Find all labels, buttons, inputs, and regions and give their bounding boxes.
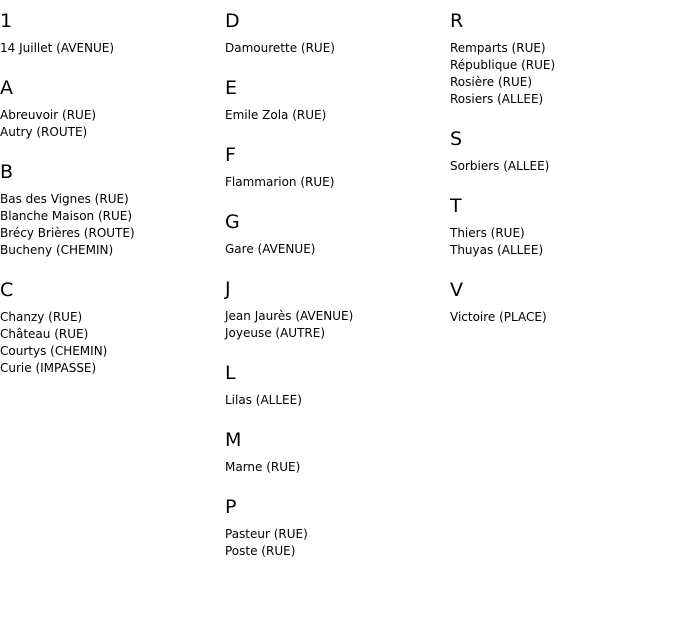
street-link[interactable]: Autry (ROUTE) — [0, 125, 88, 139]
street-link[interactable]: Abreuvoir (RUE) — [0, 108, 97, 122]
street-link[interactable]: Blanche Maison (RUE) — [0, 209, 133, 223]
street-link[interactable]: Marne (RUE) — [225, 460, 301, 474]
letter-heading: S — [450, 128, 463, 150]
letter-heading: C — [0, 279, 14, 301]
street-list — [225, 174, 445, 191]
letter-group-1 — [0, 9, 220, 57]
street-list — [0, 107, 220, 141]
letter-group-j — [225, 277, 445, 342]
street-list — [0, 309, 220, 377]
street-link[interactable]: Courtys (CHEMIN) — [0, 344, 108, 358]
letter-group-d — [225, 9, 445, 57]
index-column-3 — [450, 0, 670, 345]
letter-heading: 1 — [0, 10, 13, 32]
index-column-1 — [0, 0, 220, 396]
letter-heading: M — [225, 429, 242, 451]
street-list — [225, 459, 445, 476]
letter-heading: B — [0, 161, 14, 183]
letter-group-v — [450, 278, 670, 326]
street-link[interactable]: Joyeuse (AUTRE) — [225, 326, 326, 340]
street-link[interactable]: Chanzy (RUE) — [0, 310, 83, 324]
street-link[interactable]: Rosière (RUE) — [450, 75, 533, 89]
letter-heading: A — [0, 77, 13, 99]
street-list — [450, 225, 670, 259]
street-link[interactable]: Emile Zola (RUE) — [225, 108, 327, 122]
street-link[interactable]: République (RUE) — [450, 58, 556, 72]
letter-group-b — [0, 160, 220, 259]
street-link[interactable]: Curie (IMPASSE) — [0, 361, 97, 375]
street-list — [450, 309, 670, 326]
street-link[interactable]: Château (RUE) — [0, 327, 89, 341]
street-list — [225, 308, 445, 342]
street-link[interactable]: Brécy Brières (ROUTE) — [0, 226, 135, 240]
letter-group-e — [225, 76, 445, 124]
letter-group-r — [450, 9, 670, 108]
street-link[interactable]: Thuyas (ALLEE) — [450, 243, 544, 257]
street-link[interactable]: Sorbiers (ALLEE) — [450, 159, 550, 173]
street-link[interactable]: Rosiers (ALLEE) — [450, 92, 544, 106]
street-link[interactable]: Bas des Vignes (RUE) — [0, 192, 129, 206]
letter-group-f — [225, 143, 445, 191]
index-column-2 — [225, 0, 445, 579]
street-list — [225, 526, 445, 560]
street-list — [0, 40, 220, 57]
street-list — [450, 40, 670, 108]
street-link[interactable]: Lilas (ALLEE) — [225, 393, 302, 407]
street-link[interactable]: Jean Jaurès (AVENUE) — [225, 309, 354, 323]
letter-heading: V — [450, 279, 463, 301]
street-list — [225, 241, 445, 258]
street-list — [450, 158, 670, 175]
letter-group-s — [450, 127, 670, 175]
letter-heading: F — [225, 144, 236, 166]
street-link[interactable]: Flammarion (RUE) — [225, 175, 335, 189]
letter-group-m — [225, 428, 445, 476]
street-link[interactable]: Victoire (PLACE) — [450, 310, 547, 324]
street-link[interactable]: Bucheny (CHEMIN) — [0, 243, 114, 257]
letter-heading: L — [225, 362, 236, 384]
letter-group-p — [225, 495, 445, 560]
street-link[interactable]: 14 Juillet (AVENUE) — [0, 41, 115, 55]
street-list — [225, 392, 445, 409]
letter-heading: E — [225, 77, 238, 99]
letter-group-g — [225, 210, 445, 258]
letter-group-t — [450, 194, 670, 259]
street-link[interactable]: Thiers (RUE) — [450, 226, 525, 240]
street-link[interactable]: Remparts (RUE) — [450, 41, 546, 55]
street-link[interactable]: Poste (RUE) — [225, 544, 296, 558]
street-list — [0, 191, 220, 259]
letter-group-c — [0, 278, 220, 377]
street-link[interactable]: Damourette (RUE) — [225, 41, 335, 55]
letter-heading: R — [450, 10, 464, 32]
letter-group-l — [225, 361, 445, 409]
letter-group-a — [0, 76, 220, 141]
street-list — [225, 107, 445, 124]
street-link[interactable]: Pasteur (RUE) — [225, 527, 308, 541]
street-list — [225, 40, 445, 57]
letter-heading: P — [225, 496, 237, 518]
letter-heading: G — [225, 211, 240, 233]
street-link[interactable]: Gare (AVENUE) — [225, 242, 316, 256]
letter-heading: J — [225, 278, 231, 300]
letter-heading: T — [450, 195, 462, 217]
letter-heading: D — [225, 10, 240, 32]
